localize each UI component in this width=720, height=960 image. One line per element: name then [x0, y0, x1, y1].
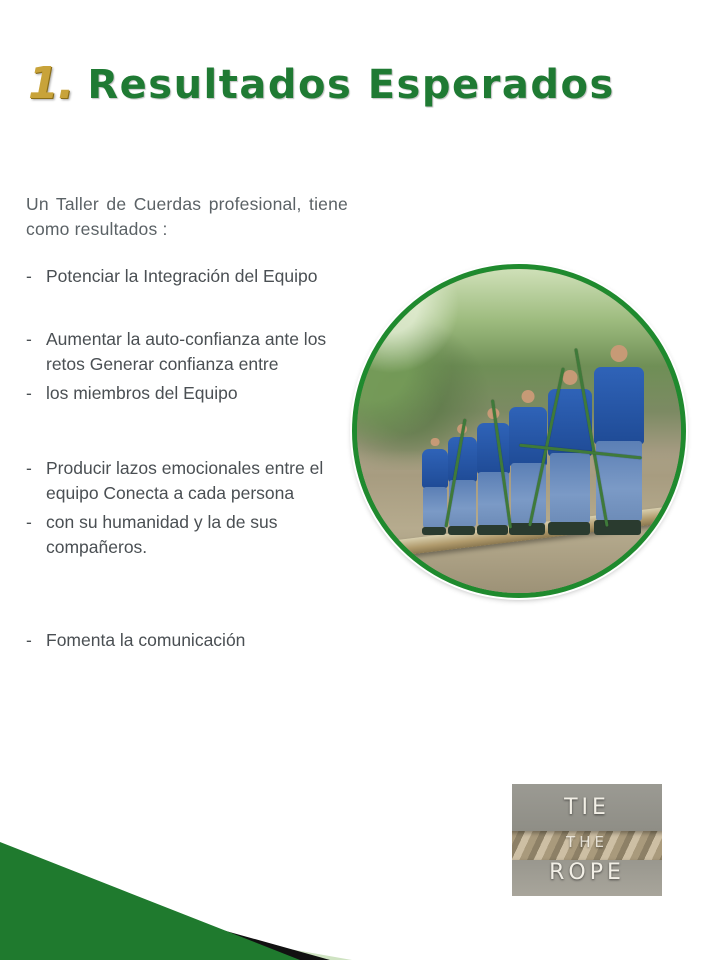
decor-triangle-green: [0, 842, 300, 960]
list-item: [26, 510, 348, 560]
tie-image-line-1: TIE: [564, 795, 610, 821]
bullet-marker: -: [26, 329, 32, 349]
list-item: [26, 628, 348, 653]
participant: [422, 449, 448, 535]
bullet-text: con su humanidad y la de sus compañeros.: [46, 512, 278, 557]
team-photo: [352, 264, 686, 598]
title-number: 1.: [28, 58, 74, 109]
bullet-marker: -: [26, 630, 32, 650]
list-item: [26, 264, 348, 289]
body-content: [26, 192, 348, 657]
intro-paragraph: Un Taller de Cuerdas profesional, tiene como resultados :: [26, 194, 348, 239]
bullet-marker: -: [26, 458, 32, 478]
bullet-text: Aumentar la auto-confianza ante los retos Generar confianza entre: [46, 329, 327, 374]
list-item: [26, 381, 348, 406]
participant: [594, 367, 644, 535]
bullet-text: Producir lazos emocionales entre el equipo Conecta a cada persona: [46, 458, 324, 503]
tie-image-line-2: THE: [566, 833, 608, 852]
tie-the-rope-image: [512, 784, 662, 896]
bullet-text: Fomenta la comunicación: [46, 630, 246, 650]
bullet-marker: -: [26, 266, 32, 286]
list-item: [26, 456, 348, 506]
bullet-marker: -: [26, 512, 32, 532]
tie-image-line-3: ROPE: [549, 860, 625, 886]
bullet-text: los miembros del Equipo: [46, 383, 238, 403]
corner-decoration: [0, 830, 420, 960]
bullet-marker: -: [26, 383, 32, 403]
title-text: Resultados Esperados: [87, 62, 615, 108]
list-item: [26, 327, 348, 377]
photo-background: [357, 269, 681, 593]
bullet-text: Potenciar la Integración del Equipo: [46, 266, 318, 286]
page-title: [28, 58, 615, 109]
